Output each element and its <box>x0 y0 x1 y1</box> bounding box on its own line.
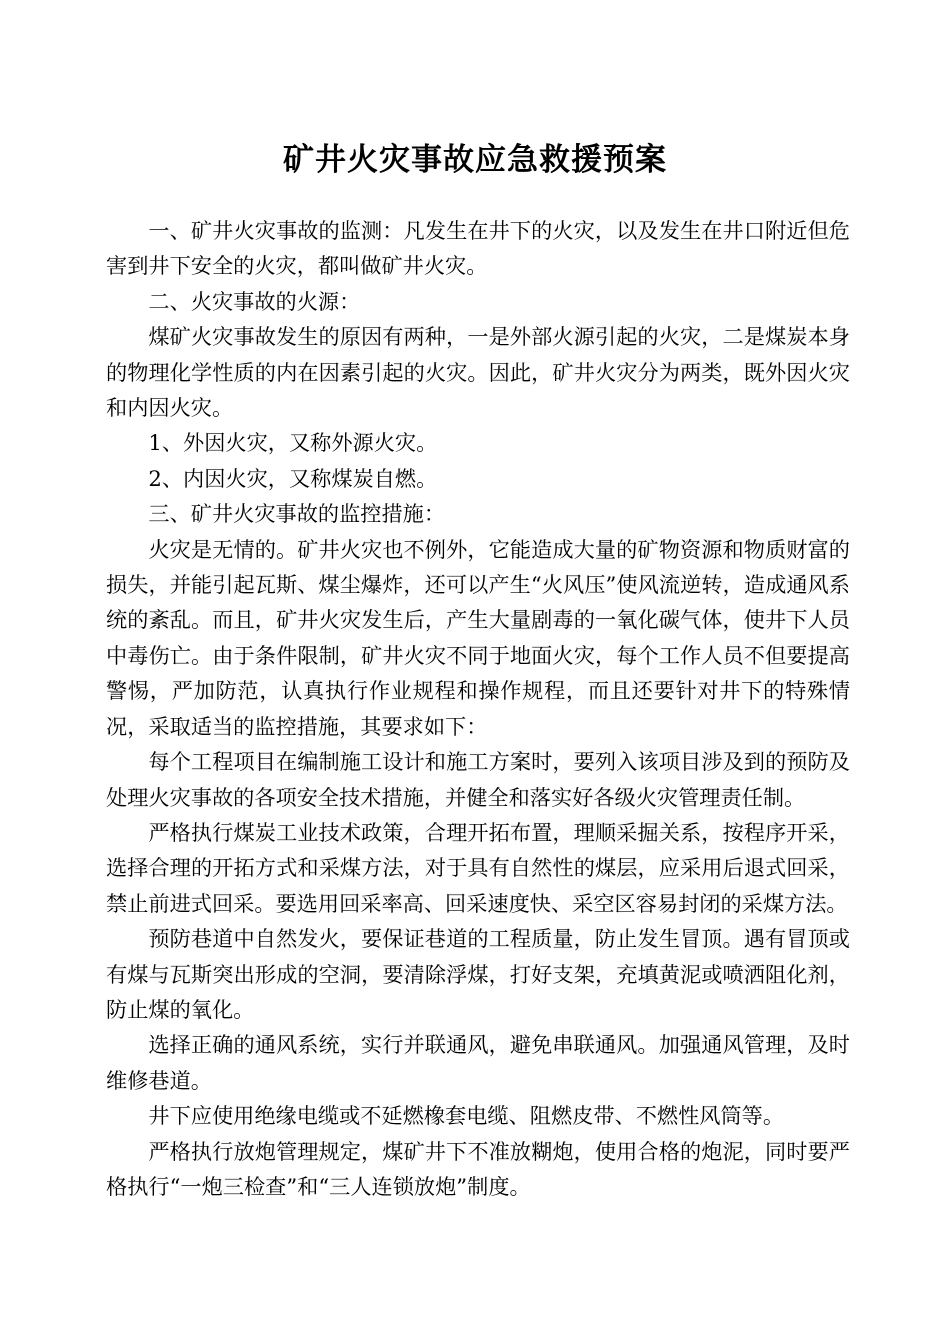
paragraph: 预防巷道中自然发火，要保证巷道的工程质量，防止发生冒顶。遇有冒顶或有煤与瓦斯突出形成的空洞，要清除浮煤，打好支架，充填黄泥或喷洒阻化剂，防止煤的氧化。 <box>106 926 850 1022</box>
paragraph: 每个工程项目在编制施工设计和施工方案时，要列入该项目涉及到的预防及处理火灾事故的各项安全技术措施，并健全和落实好各级火灾管理责任制。 <box>106 749 850 810</box>
paragraph: 严格执行放炮管理规定，煤矿井下不准放糊炮，使用合格的炮泥，同时要严格执行“一炮三检查”和“三人连锁放炮”制度。 <box>106 1138 850 1199</box>
paragraph: 井下应使用绝缘电缆或不延燃橡套电缆、阻燃皮带、不燃性风筒等。 <box>148 1103 785 1129</box>
paragraph: 1、外因火灾，又称外源火灾。 <box>148 430 438 456</box>
document-title: 矿井火灾事故应急救援预案 <box>283 142 667 178</box>
paragraph: 火灾是无情的。矿井火灾也不例外，它能造成大量的矿物资源和物质财富的损失，并能引起瓦斯、煤尘爆炸，还可以产生“火风压”使风流逆转，造成通风系统的紊乱。而且，矿井火灾发生后，产生大量剧毒的一氧化碳气体，使井下人员中毒伤亡。由于条件限制，矿井火灾不同于地面火灾，每个工作人员不但要提高警惕，严加防范，认真执行作业规程和操作规程，而且还要针对井下的特殊情况，采取适当的监控措施，其要求如下： <box>106 536 850 739</box>
paragraph: 煤矿火灾事故发生的原因有两种，一是外部火源引起的火灾，二是煤炭本身的物理化学性质的内在因素引起的火灾。因此，矿井火灾分为两类，既外因火灾和内因火灾。 <box>106 324 850 421</box>
paragraph: 三、矿井火灾事故的监控措施： <box>148 501 446 527</box>
paragraph: 选择正确的通风系统，实行并联通风，避免串联通风。加强通风管理，及时维修巷道。 <box>106 1032 850 1093</box>
paragraph: 二、火灾事故的火源： <box>148 288 361 314</box>
document-body <box>106 213 850 1204</box>
paragraph: 2、内因火灾，又称煤炭自燃。 <box>148 465 438 491</box>
paragraph: 严格执行煤炭工业技术政策，合理开拓布置，理顺采掘关系，按程序开采，选择合理的开拓方式和采煤方法，对于具有自然性的煤层，应采用后退式回采，禁止前进式回采。要选用回采率高、回采速度快、采空区容易封闭的采煤方法。 <box>106 819 850 916</box>
paragraph: 一、矿井火灾事故的监测：凡发生在井下的火灾，以及发生在井口附近但危害到井下安全的火灾，都叫做矿井火灾。 <box>106 218 850 279</box>
